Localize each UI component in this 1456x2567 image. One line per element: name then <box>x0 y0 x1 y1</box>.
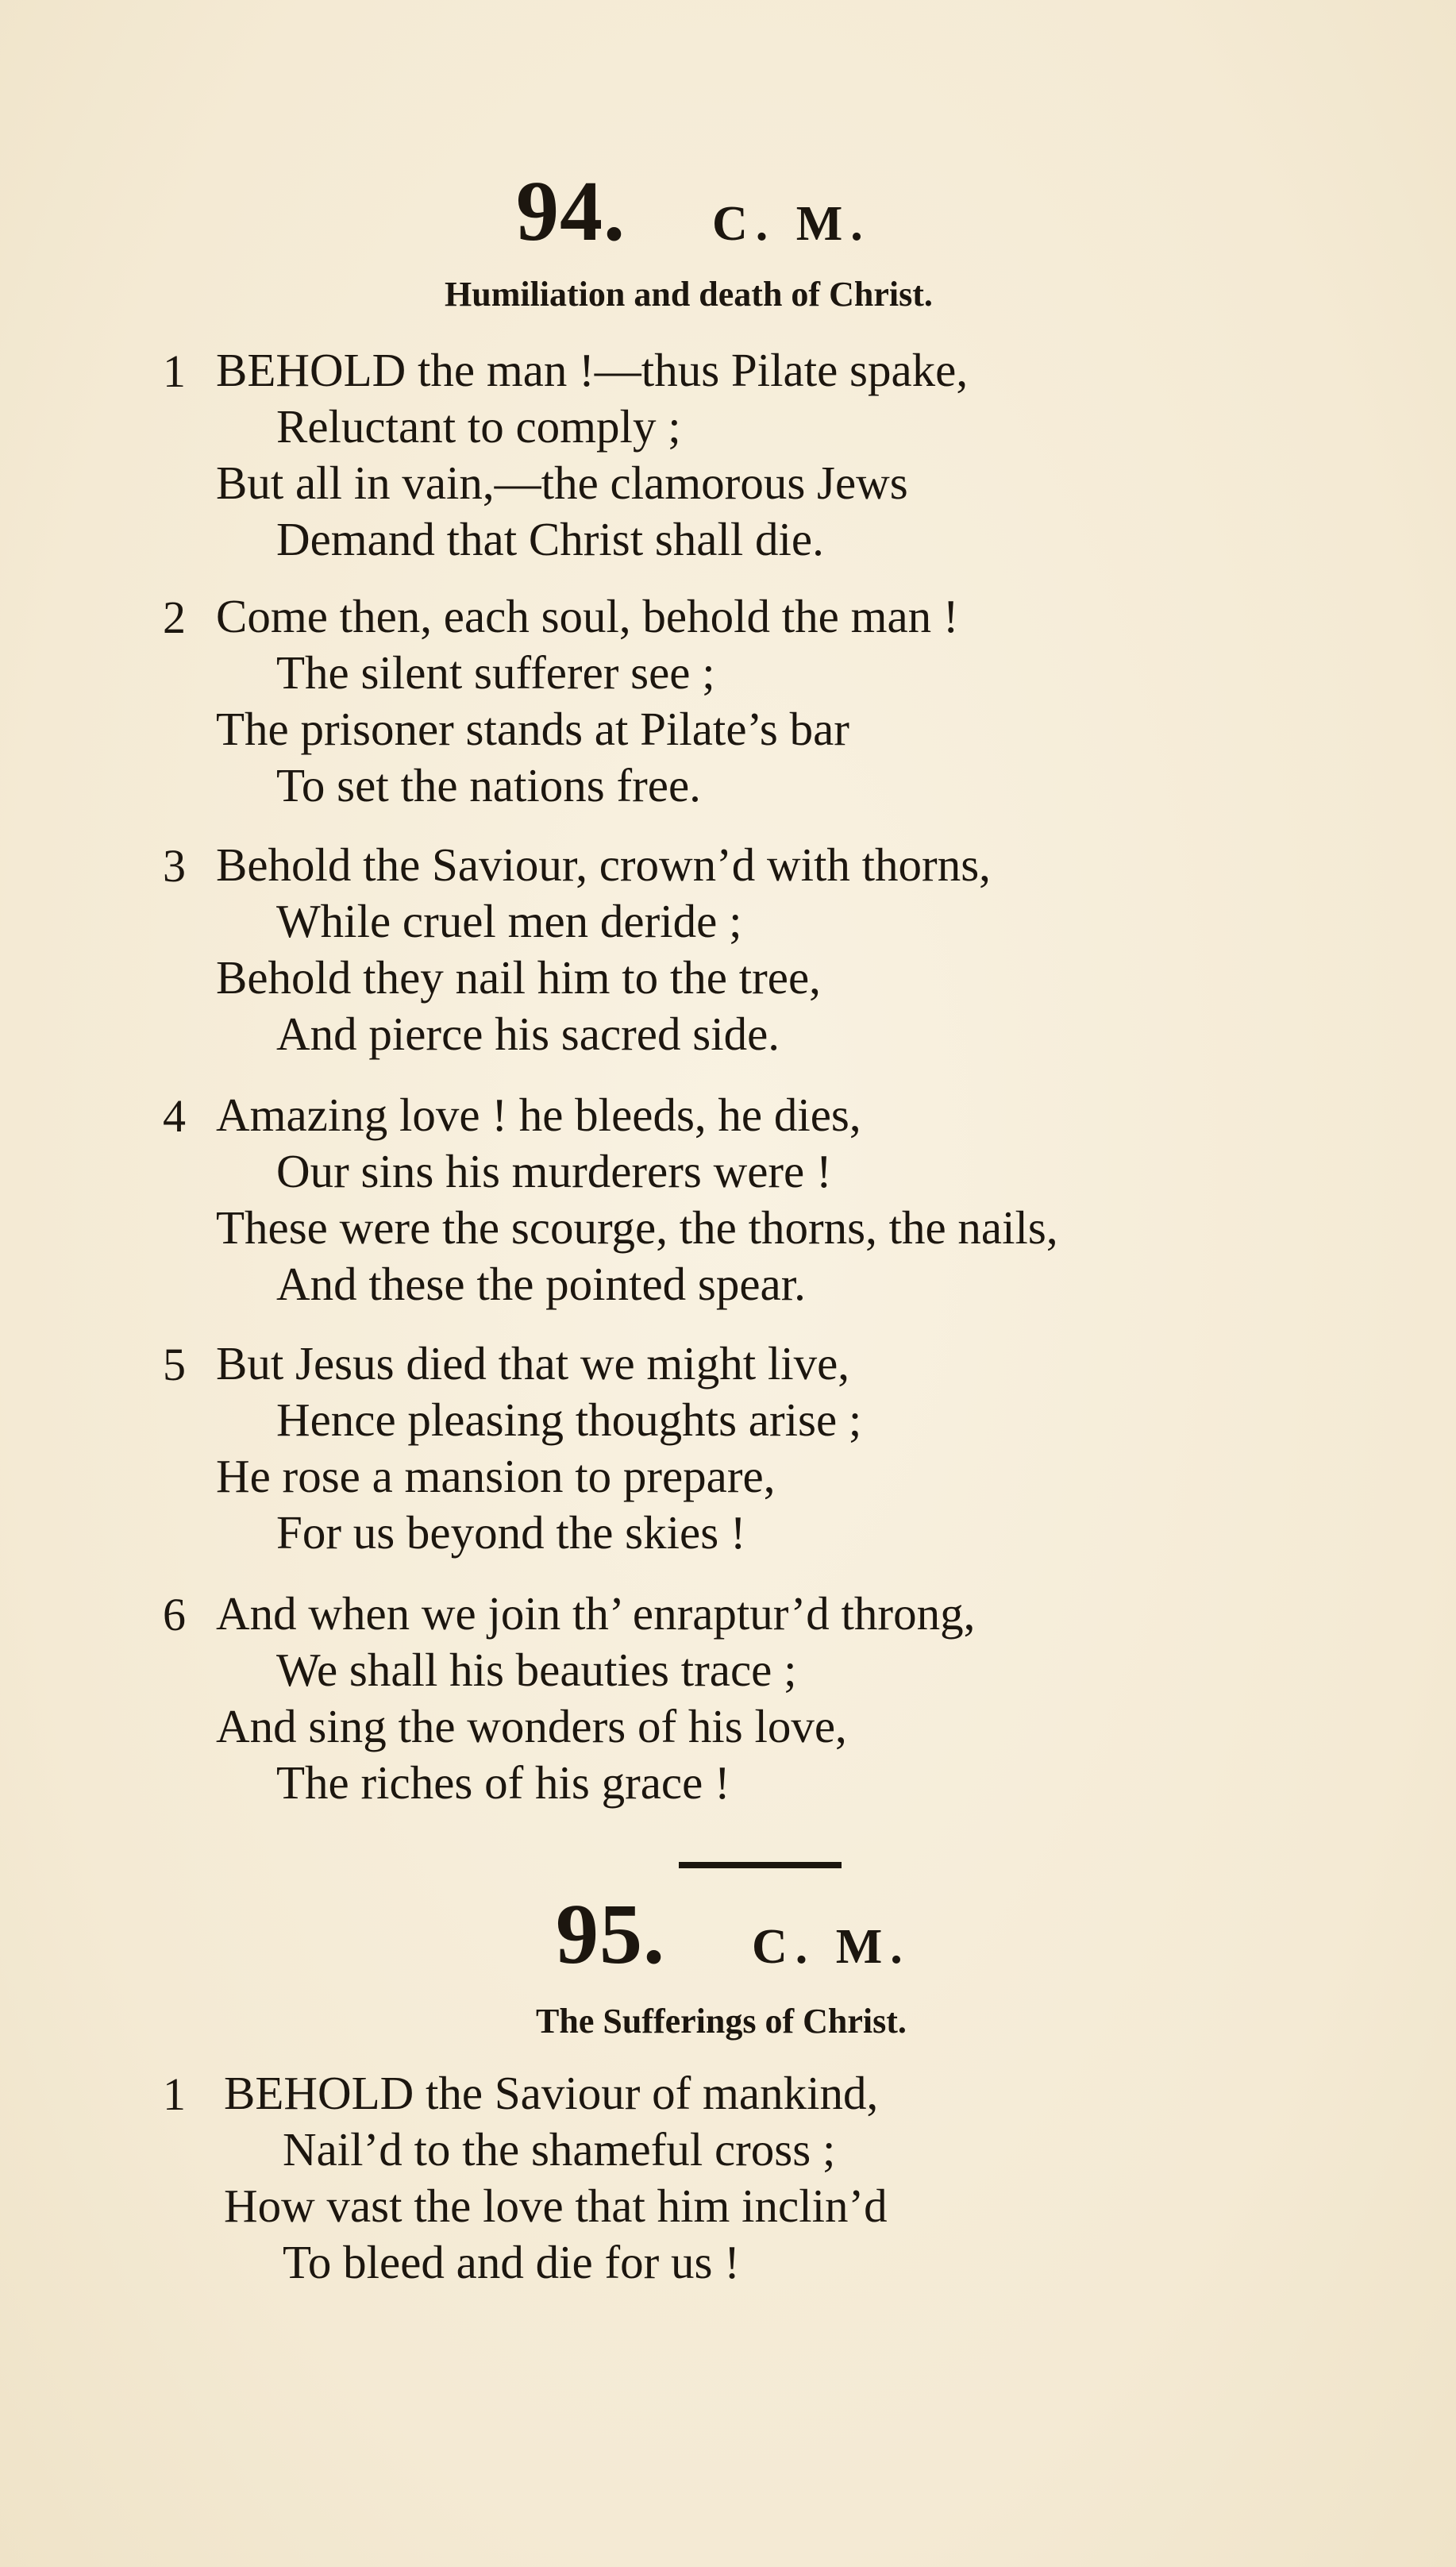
verse-line: But all in vain,—the clamorous Jews <box>216 457 908 509</box>
verse-number: 1 <box>163 2068 186 2120</box>
verse-line: To bleed and die for us ! <box>283 2236 740 2288</box>
verse-line: Amazing love ! he bleeds, he dies, <box>216 1089 861 1141</box>
verse-line: The riches of his grace ! <box>276 1756 730 1809</box>
hymn-number: 95. <box>556 1887 665 1982</box>
verse-number: 2 <box>163 592 186 643</box>
verse-line: While cruel men deride ; <box>276 895 742 947</box>
verse-line: How vast the love that him inclin’d <box>224 2180 888 2232</box>
hymn-header <box>556 1886 911 1984</box>
verse-line: BEHOLD the Saviour of mankind, <box>224 2067 879 2119</box>
verse-line: Nail’d to the shameful cross ; <box>283 2123 836 2176</box>
verse-line: Demand that Christ shall die. <box>276 513 824 565</box>
verse-line: And pierce his sacred side. <box>276 1008 780 1060</box>
verse-line: Come then, each soul, behold the man ! <box>216 590 959 642</box>
verse-line: But Jesus died that we might live, <box>216 1337 850 1389</box>
verse-line: Reluctant to comply ; <box>276 400 681 453</box>
hymn-meter: C. M. <box>712 197 871 251</box>
hymn-title: Humiliation and death of Christ. <box>445 275 933 314</box>
verse-line: Our sins his murderers were ! <box>276 1145 832 1197</box>
verse-number: 6 <box>163 1589 186 1640</box>
hymn-number: 94. <box>516 164 626 259</box>
verse-number: 3 <box>163 840 186 892</box>
verse-line: And when we join th’ enraptur’d throng, <box>216 1587 976 1640</box>
hymn-title: The Sufferings of Christ. <box>536 2002 907 2041</box>
hymn-meter: C. M. <box>752 1920 911 1974</box>
verse-line: The prisoner stands at Pilate’s bar <box>216 703 849 755</box>
verse-number: 4 <box>163 1090 186 1142</box>
verse-number: 5 <box>163 1339 186 1390</box>
verse-line: Hence pleasing thoughts arise ; <box>276 1393 862 1446</box>
verse-line: BEHOLD the man !—thus Pilate spake, <box>216 344 969 396</box>
hymn-header <box>516 163 871 261</box>
verse-line: He rose a mansion to prepare, <box>216 1450 776 1502</box>
verse-line: We shall his beauties trace ; <box>276 1644 797 1696</box>
verse-line: And these the pointed spear. <box>276 1258 806 1310</box>
verse-line: To set the nations free. <box>276 759 701 811</box>
verse-line: Behold they nail him to the tree, <box>216 951 821 1004</box>
verse-line: For us beyond the skies ! <box>276 1506 746 1559</box>
verse-line: And sing the wonders of his love, <box>216 1700 847 1752</box>
section-divider <box>679 1862 842 1868</box>
verse-line: Behold the Saviour, crown’d with thorns, <box>216 838 991 891</box>
verse-line: The silent sufferer see ; <box>276 646 715 699</box>
verse-line: These were the scourge, the thorns, the nails, <box>216 1201 1058 1254</box>
verse-number: 1 <box>163 345 186 397</box>
